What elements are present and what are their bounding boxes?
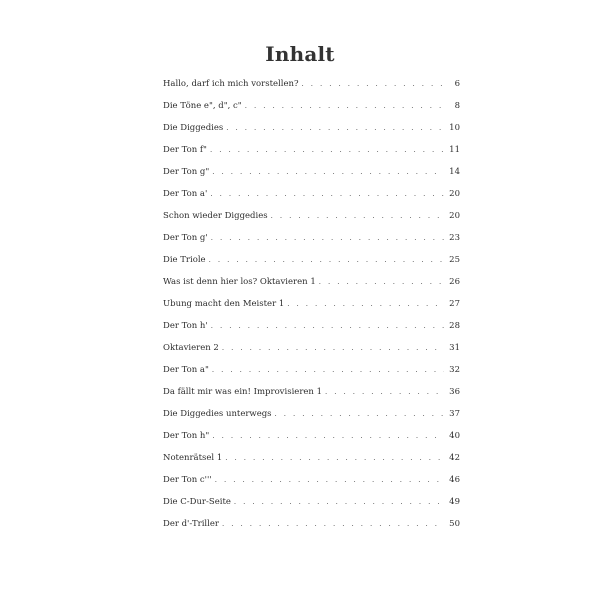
toc-dot-leader [245,98,444,114]
toc-dot-leader [215,472,444,488]
toc-dot-leader [212,362,444,378]
toc-entry-page: 25 [449,255,460,265]
toc-entry-label: Der Ton f" [163,145,207,155]
toc-entry-page: 31 [449,343,460,353]
toc-entry [163,274,460,296]
toc-dot-leader [212,164,444,180]
toc-dot-leader [211,318,444,334]
toc-entry [163,494,460,516]
toc-dot-leader [222,340,444,356]
toc-entry-page: 11 [449,145,460,155]
toc-entry-label: Die C-Dur-Seite [163,497,231,507]
toc-entry [163,384,460,406]
toc-entry-page: 46 [449,475,460,485]
toc-entry-label: Der Ton a' [163,189,208,199]
toc-entry [163,164,460,186]
toc-dot-leader [287,296,444,312]
toc-entry-label: Der Ton c''' [163,475,212,485]
toc-entry [163,516,460,538]
toc-dot-leader [210,186,444,202]
toc-entry-label: Die Diggedies unterwegs [163,409,272,419]
toc-entry [163,120,460,142]
toc-entry-page: 50 [449,519,460,529]
toc-entry-label: Der Ton h" [163,431,210,441]
toc-entry [163,340,460,362]
toc-entry [163,208,460,230]
toc-entry-page: 20 [449,189,460,199]
table-of-contents [163,76,460,538]
toc-entry-page: 28 [449,321,460,331]
toc-entry-page: 26 [449,277,460,287]
toc-entry-label: Oktavieren 2 [163,343,219,353]
toc-dot-leader [319,274,444,290]
toc-dot-leader [210,142,444,158]
toc-entry-label: Die Triole [163,255,206,265]
toc-entry-label: Der Ton g' [163,233,208,243]
toc-entry-label: Der Ton h' [163,321,208,331]
toc-dot-leader [209,252,444,268]
toc-dot-leader [225,450,444,466]
toc-entry [163,428,460,450]
toc-entry-label: Notenrätsel 1 [163,453,223,463]
toc-entry-page: 42 [449,453,460,463]
toc-entry-page: 27 [449,299,460,309]
toc-entry-page: 14 [449,167,460,177]
toc-entry-page: 40 [449,431,460,441]
toc-entry [163,230,460,252]
toc-entry-label: Der d'-Triller [163,519,219,529]
toc-dot-leader [275,406,444,422]
toc-dot-leader [302,76,444,92]
toc-entry [163,186,460,208]
toc-entry [163,318,460,340]
toc-entry-label: Die Töne e", d", c" [163,101,242,111]
toc-entry-page: 37 [449,409,460,419]
toc-entry [163,76,460,98]
toc-entry-label: Da fällt mir was ein! Improvisieren 1 [163,387,322,397]
toc-entry-label: Hallo, darf ich mich vorstellen? [163,79,299,89]
toc-entry [163,450,460,472]
toc-dot-leader [211,230,444,246]
toc-entry-label: Schon wieder Diggedies [163,211,268,221]
toc-entry-page: 6 [454,79,460,89]
toc-entry [163,142,460,164]
toc-entry-label: Ubung macht den Meister 1 [163,299,285,309]
toc-entry-page: 32 [449,365,460,375]
toc-entry [163,252,460,274]
toc-entry [163,98,460,120]
toc-entry-page: 36 [449,387,460,397]
toc-entry-page: 49 [449,497,460,507]
page-title: Inhalt [265,42,335,66]
toc-dot-leader [325,384,444,400]
toc-dot-leader [212,428,444,444]
toc-entry-label: Der Ton g" [163,167,210,177]
toc-entry [163,296,460,318]
toc-entry-label: Die Diggedies [163,123,224,133]
toc-entry-page: 20 [449,211,460,221]
toc-entry [163,406,460,428]
toc-entry [163,362,460,384]
toc-entry-label: Was ist denn hier los? Oktavieren 1 [163,277,316,287]
toc-dot-leader [234,494,444,510]
toc-entry-page: 10 [449,123,460,133]
toc-dot-leader [271,208,444,224]
toc-dot-leader [226,120,444,136]
toc-entry [163,472,460,494]
toc-entry-page: 23 [449,233,460,243]
toc-entry-page: 8 [454,101,460,111]
toc-entry-label: Der Ton a" [163,365,209,375]
toc-dot-leader [222,516,444,532]
